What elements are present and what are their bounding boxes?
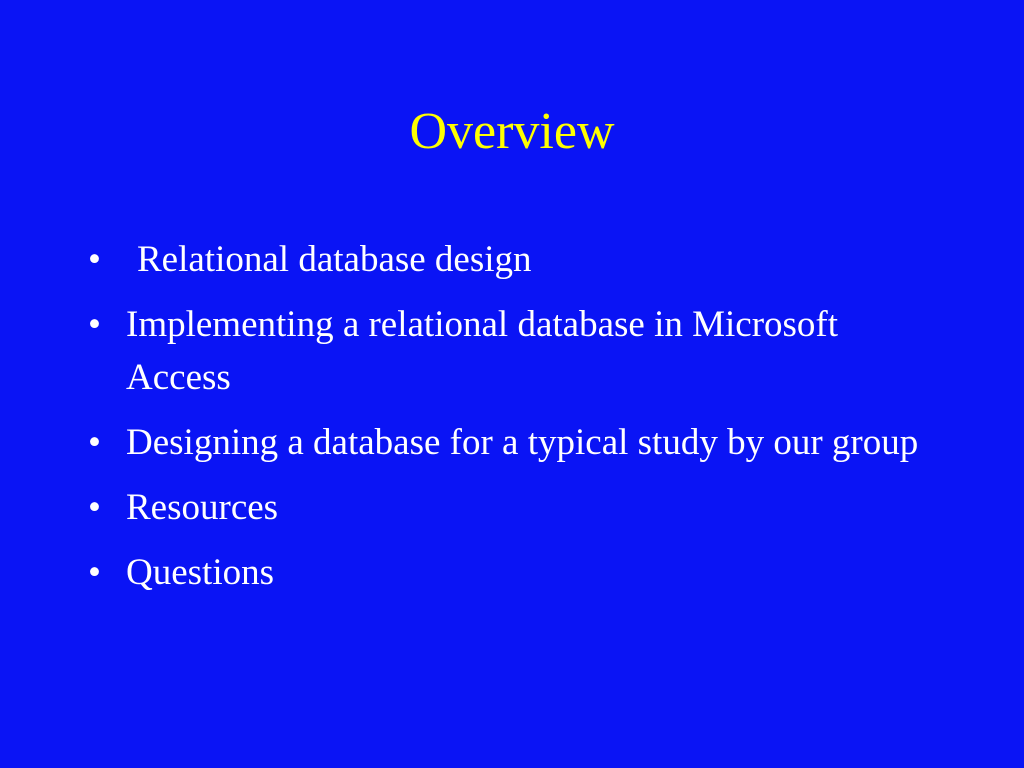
bullet-item	[88, 546, 948, 599]
bullet-list	[88, 233, 948, 611]
bullet-text: Resources	[126, 487, 279, 528]
bullet-text: Implementing a relational database in Microsoft Access	[126, 304, 839, 398]
bullet-icon: •	[88, 552, 101, 593]
bullet-icon: •	[88, 304, 101, 345]
bullet-icon: •	[88, 239, 101, 280]
bullet-item	[88, 481, 948, 534]
bullet-icon: •	[88, 487, 101, 528]
bullet-item	[88, 233, 948, 286]
bullet-icon: •	[88, 422, 101, 463]
bullet-item	[88, 298, 948, 404]
slide-title: Overview	[409, 103, 615, 160]
bullet-text: Questions	[126, 552, 274, 593]
bullet-text: Designing a database for a typical study by our group	[126, 422, 919, 463]
bullet-text: Relational database design	[137, 239, 532, 280]
bullet-item	[88, 416, 948, 469]
